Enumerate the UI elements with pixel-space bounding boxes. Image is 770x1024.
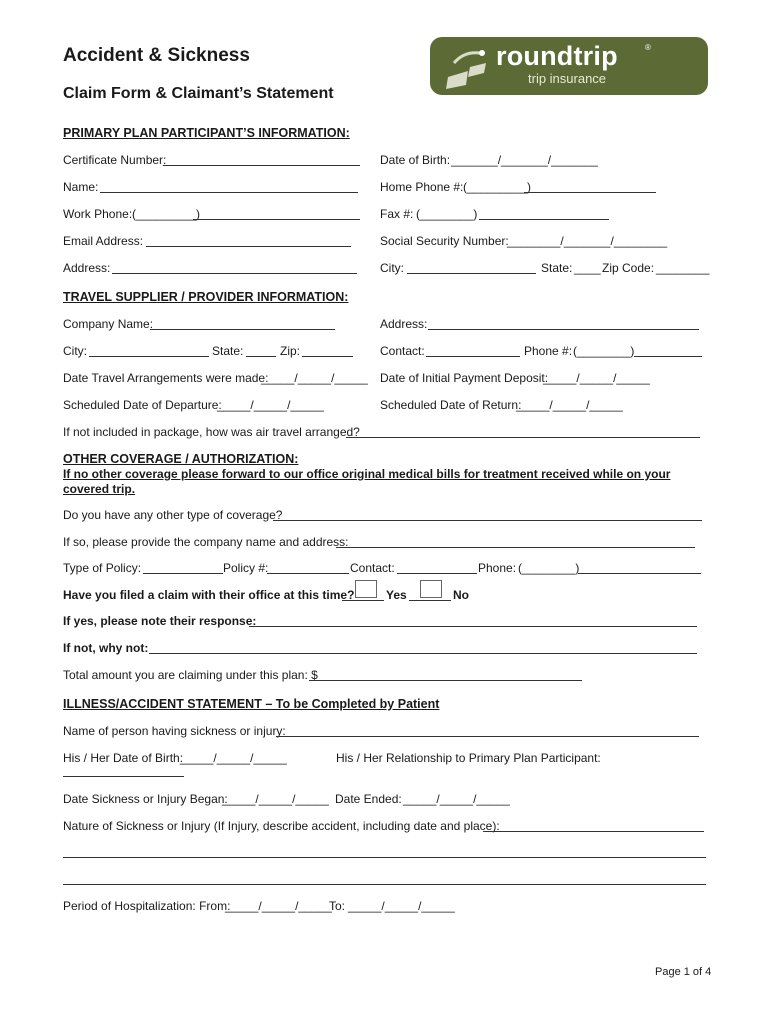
- ssn-label: Social Security Number:: [380, 234, 509, 248]
- date-began-label: Date Sickness or Injury Began:: [63, 792, 228, 806]
- form-subtitle: Claim Form & Claimant’s Statement: [63, 85, 334, 102]
- filed-claim-yes-checkbox[interactable]: [355, 580, 377, 598]
- filed-claim-no-checkbox[interactable]: [420, 580, 442, 598]
- nature-field-line-2[interactable]: [63, 857, 706, 858]
- home-phone-area-code[interactable]: (_________): [463, 180, 532, 194]
- city-label: City:: [380, 261, 404, 275]
- filed-claim-question: Have you filed a claim with their office at this time?: [63, 588, 355, 602]
- person-name-label: Name of person having sickness or injury:: [63, 724, 286, 738]
- total-amount-field[interactable]: [309, 680, 582, 681]
- nature-label: Nature of Sickness or Injury (If Injury, describe accident, including date and place):: [63, 819, 500, 833]
- section-primary-participant-heading: PRIMARY PLAN PARTICIPANT’S INFORMATION:: [63, 126, 350, 140]
- hospitalization-from-field[interactable]: _____/_____/_____: [225, 899, 332, 913]
- response-field[interactable]: [249, 626, 697, 627]
- zip-code-field[interactable]: ________: [656, 261, 710, 275]
- hospitalization-to-label: To:: [329, 899, 346, 913]
- form-title: Accident & Sickness: [63, 45, 250, 66]
- response-label: If yes, please note their response:: [63, 614, 257, 628]
- other-coverage-label: Do you have any other type of coverage?: [63, 508, 283, 522]
- other-coverage-field[interactable]: [273, 520, 702, 521]
- type-of-policy-field[interactable]: [143, 573, 223, 574]
- date-of-birth-field[interactable]: _______/_______/_______: [451, 153, 598, 167]
- work-phone-label: Work Phone:: [63, 207, 133, 221]
- coverage-phone-label: Phone:: [478, 561, 517, 575]
- filed-claim-no-line: [409, 600, 451, 601]
- supplier-city-label: City:: [63, 344, 87, 358]
- fax-field[interactable]: [479, 219, 609, 220]
- coverage-phone-field[interactable]: [578, 573, 701, 574]
- supplier-address-field[interactable]: [428, 329, 699, 330]
- date-ended-label: Date Ended:: [335, 792, 402, 806]
- section-illness-statement-heading: ILLNESS/ACCIDENT STATEMENT – To be Completed by Patient: [63, 697, 440, 711]
- date-arrangements-label: Date Travel Arrangements were made:: [63, 371, 269, 385]
- address-label: Address:: [63, 261, 111, 275]
- state-label: State:: [541, 261, 573, 275]
- city-field[interactable]: [407, 273, 536, 274]
- state-field[interactable]: ____: [574, 261, 601, 275]
- filed-claim-yes-label: Yes: [386, 588, 407, 602]
- email-label: Email Address:: [63, 234, 144, 248]
- supplier-phone-field[interactable]: [634, 356, 702, 357]
- why-not-label: If not, why not:: [63, 641, 149, 655]
- supplier-address-label: Address:: [380, 317, 428, 331]
- relationship-field[interactable]: [63, 776, 184, 777]
- work-phone-field[interactable]: [193, 219, 360, 220]
- roundtrip-logo: [430, 37, 708, 95]
- name-label: Name:: [63, 180, 99, 194]
- date-began-field[interactable]: _____/_____/_____: [222, 792, 329, 806]
- email-field[interactable]: [146, 246, 351, 247]
- patient-dob-label: His / Her Date of Birth:: [63, 751, 184, 765]
- supplier-state-field[interactable]: [246, 356, 276, 357]
- supplier-zip-label: Zip:: [280, 344, 301, 358]
- patient-dob-field[interactable]: _____/_____/_____: [180, 751, 287, 765]
- logo-tagline: trip insurance: [528, 71, 607, 86]
- type-of-policy-label: Type of Policy:: [63, 561, 142, 575]
- other-coverage-note: If no other coverage please forward to our office original medical bills for treatment received while on your covered trip.: [63, 467, 671, 496]
- home-phone-field[interactable]: [524, 192, 656, 193]
- ssn-field[interactable]: ________/_______/________: [507, 234, 668, 248]
- policy-number-field[interactable]: [267, 573, 349, 574]
- filed-claim-yes-line: [342, 600, 384, 601]
- company-name-label: Company Name:: [63, 317, 154, 331]
- fax-label: Fax #:: [380, 207, 414, 221]
- hospitalization-from-label: Period of Hospitalization: From:: [63, 899, 231, 913]
- page-number: Page 1 of 4: [655, 966, 712, 978]
- logo-registered-mark: ®: [645, 43, 651, 52]
- policy-number-label: Policy #:: [223, 561, 269, 575]
- hospitalization-to-field[interactable]: _____/_____/_____: [348, 899, 455, 913]
- fax-area-code[interactable]: (________): [416, 207, 478, 221]
- date-deposit-field[interactable]: _____/_____/_____: [543, 371, 650, 385]
- date-deposit-label: Date of Initial Payment Deposit:: [380, 371, 549, 385]
- coverage-phone-area-code[interactable]: (________): [518, 561, 580, 575]
- supplier-city-field[interactable]: [89, 356, 209, 357]
- certificate-number-field[interactable]: [163, 165, 360, 166]
- departure-date-field[interactable]: _____/_____/_____: [217, 398, 324, 412]
- work-phone-area-code[interactable]: (_________): [132, 207, 201, 221]
- filed-claim-no-label: No: [453, 588, 469, 602]
- logo-wordmark: roundtrip: [496, 41, 618, 71]
- date-arrangements-field[interactable]: _____/_____/_____: [261, 371, 368, 385]
- name-field[interactable]: [100, 192, 358, 193]
- total-amount-label: Total amount you are claiming under this plan: $: [63, 668, 318, 682]
- nature-field-line-3[interactable]: [63, 884, 706, 885]
- why-not-field[interactable]: [149, 653, 697, 654]
- company-name-address-label: If so, please provide the company name and address:: [63, 535, 349, 549]
- company-name-field[interactable]: [150, 329, 335, 330]
- air-travel-label: If not included in package, how was air travel arranged?: [63, 425, 360, 439]
- nature-field[interactable]: [483, 831, 704, 832]
- home-phone-label: Home Phone #:: [380, 180, 464, 194]
- coverage-contact-label: Contact:: [350, 561, 395, 575]
- date-ended-field[interactable]: _____/_____/_____: [403, 792, 510, 806]
- supplier-phone-area-code[interactable]: (________): [573, 344, 635, 358]
- section-other-coverage-heading: OTHER COVERAGE / AUTHORIZATION:: [63, 452, 299, 466]
- coverage-contact-field[interactable]: [397, 573, 477, 574]
- section-travel-supplier-heading: TRAVEL SUPPLIER / PROVIDER INFORMATION:: [63, 290, 349, 304]
- relationship-label: His / Her Relationship to Primary Plan Participant:: [336, 751, 601, 765]
- date-of-birth-label: Date of Birth:: [380, 153, 451, 167]
- return-date-label: Scheduled Date of Return:: [380, 398, 522, 412]
- certificate-number-label: Certificate Number:: [63, 153, 167, 167]
- supplier-zip-field[interactable]: [302, 356, 353, 357]
- leaf-icon: [434, 37, 496, 95]
- supplier-phone-label: Phone #:: [524, 344, 573, 358]
- company-name-address-field[interactable]: [336, 547, 695, 548]
- address-field[interactable]: [112, 273, 357, 274]
- person-name-field[interactable]: [276, 736, 699, 737]
- air-travel-field[interactable]: [346, 437, 700, 438]
- return-date-field[interactable]: _____/_____/_____: [516, 398, 623, 412]
- supplier-contact-label: Contact:: [380, 344, 425, 358]
- departure-date-label: Scheduled Date of Departure:: [63, 398, 222, 412]
- supplier-contact-field[interactable]: [426, 356, 520, 357]
- zip-code-label: Zip Code:: [602, 261, 655, 275]
- supplier-state-label: State:: [212, 344, 244, 358]
